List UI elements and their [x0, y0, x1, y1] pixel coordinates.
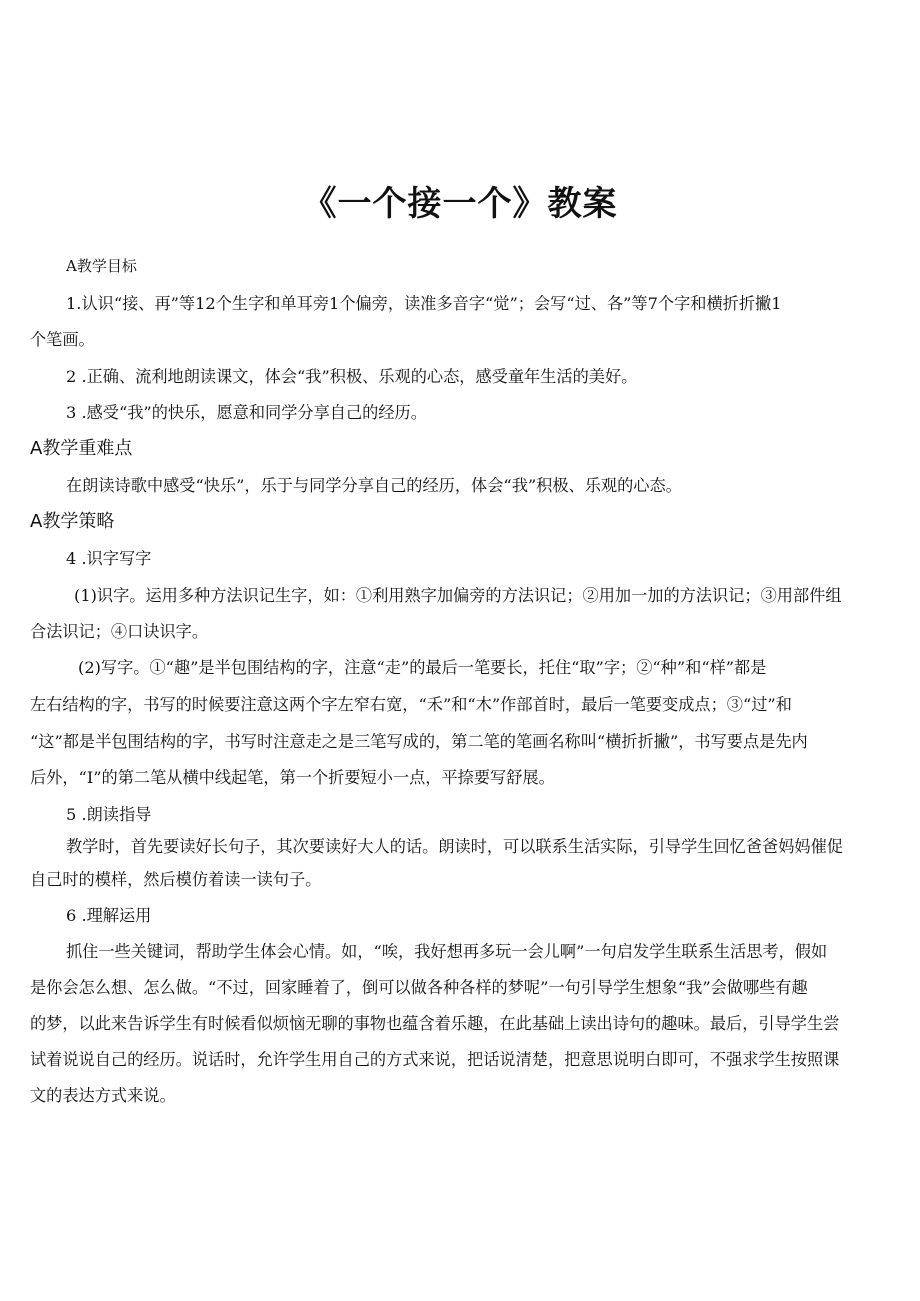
strategy-4-2-line-2: 左右结构的字，书写的时候要注意这两个字左窄右宽，“禾”和“木”作部首时，最后一笔要变成点；③“过”和: [30, 695, 792, 714]
key-points-heading: A教学重难点: [30, 438, 133, 459]
strategy-6-line-2: 是你会怎么想、怎么做。“不过，回家睡着了，倒可以做各种各样的梦呢”一句引导学生想象“我”会做哪些有趣: [30, 978, 808, 997]
strategy-6-line-3: 的梦，以此来告诉学生有时候看似烦恼无聊的事物也蕴含着乐趣，在此基础上读出诗句的趣味。最后，引导学生尝: [30, 1014, 840, 1033]
strategy-4-2-line-4: 后外，“I”的第二笔从横中线起笔，第一个折要短小一点，平捺要写舒展。: [30, 768, 555, 787]
strategy-6-line-4: 试着说说自己的经历。说话时，允许学生用自己的方式来说，把话说清楚，把意思说明白即可，不强求学生按照课: [30, 1050, 840, 1069]
strategy-4-1-line-2: 合法识记；④口诀识字。: [30, 622, 209, 641]
goals-heading: A教学目标: [66, 257, 137, 275]
strategy-6-heading: 6 .理解运用: [66, 906, 152, 925]
strategy-4-heading: 4 .识字写字: [66, 549, 152, 568]
goal-3: 3 .感受“我”的快乐，愿意和同学分享自己的经历。: [66, 403, 427, 422]
goal-2: 2 .正确、流利地朗读课文，体会“我”积极、乐观的心态，感受童年生活的美好。: [66, 367, 638, 386]
key-points-text: 在朗读诗歌中感受“快乐”，乐于与同学分享自己的经历，体会“我”积极、乐观的心态。: [66, 476, 682, 495]
strategy-4-2-line-3: “这”都是半包围结构的字，书写时注意走之是三笔写成的，第二笔的笔画名称叫“横折折撇”，书写要点是先内: [30, 732, 808, 751]
strategy-6-line-5: 文的表达方式来说。: [30, 1086, 176, 1105]
strategy-5-line-1: 教学时，首先要读好长句子，其次要读好大人的话。朗读时，可以联系生活实际，引导学生回忆爸爸妈妈催促: [66, 837, 843, 856]
strategy-heading: A教学策略: [30, 511, 115, 532]
strategy-4-1-line-1: (1)识字。运用多种方法识记生字，如：①利用熟字加偏旁的方法识记；②用加一加的方法识记；③用部件组: [74, 586, 842, 605]
strategy-5-line-2: 自己时的模样，然后模仿着读一读句子。: [30, 870, 322, 889]
goal-1-line-2: 个笔画。: [30, 330, 95, 349]
document-title: 《一个接一个》教案: [302, 184, 618, 224]
goal-1-line-1: 1.认识“接、再”等12个生字和单耳旁1个偏旁，读准多音字“觉”；会写“过、各”等7个字和横折折撇1: [66, 294, 782, 313]
strategy-5-heading: 5 .朗读指导: [66, 805, 152, 824]
strategy-6-line-1: 抓住一些关键词，帮助学生体会心情。如，“唉，我好想再多玩一会儿啊”一句启发学生联系生活思考，假如: [66, 942, 828, 961]
strategy-4-2-line-1: (2)写字。①“趣”是半包围结构的字，注意“走”的最后一笔要长，托住“取”字；②“种”和“样”都是: [78, 658, 767, 677]
